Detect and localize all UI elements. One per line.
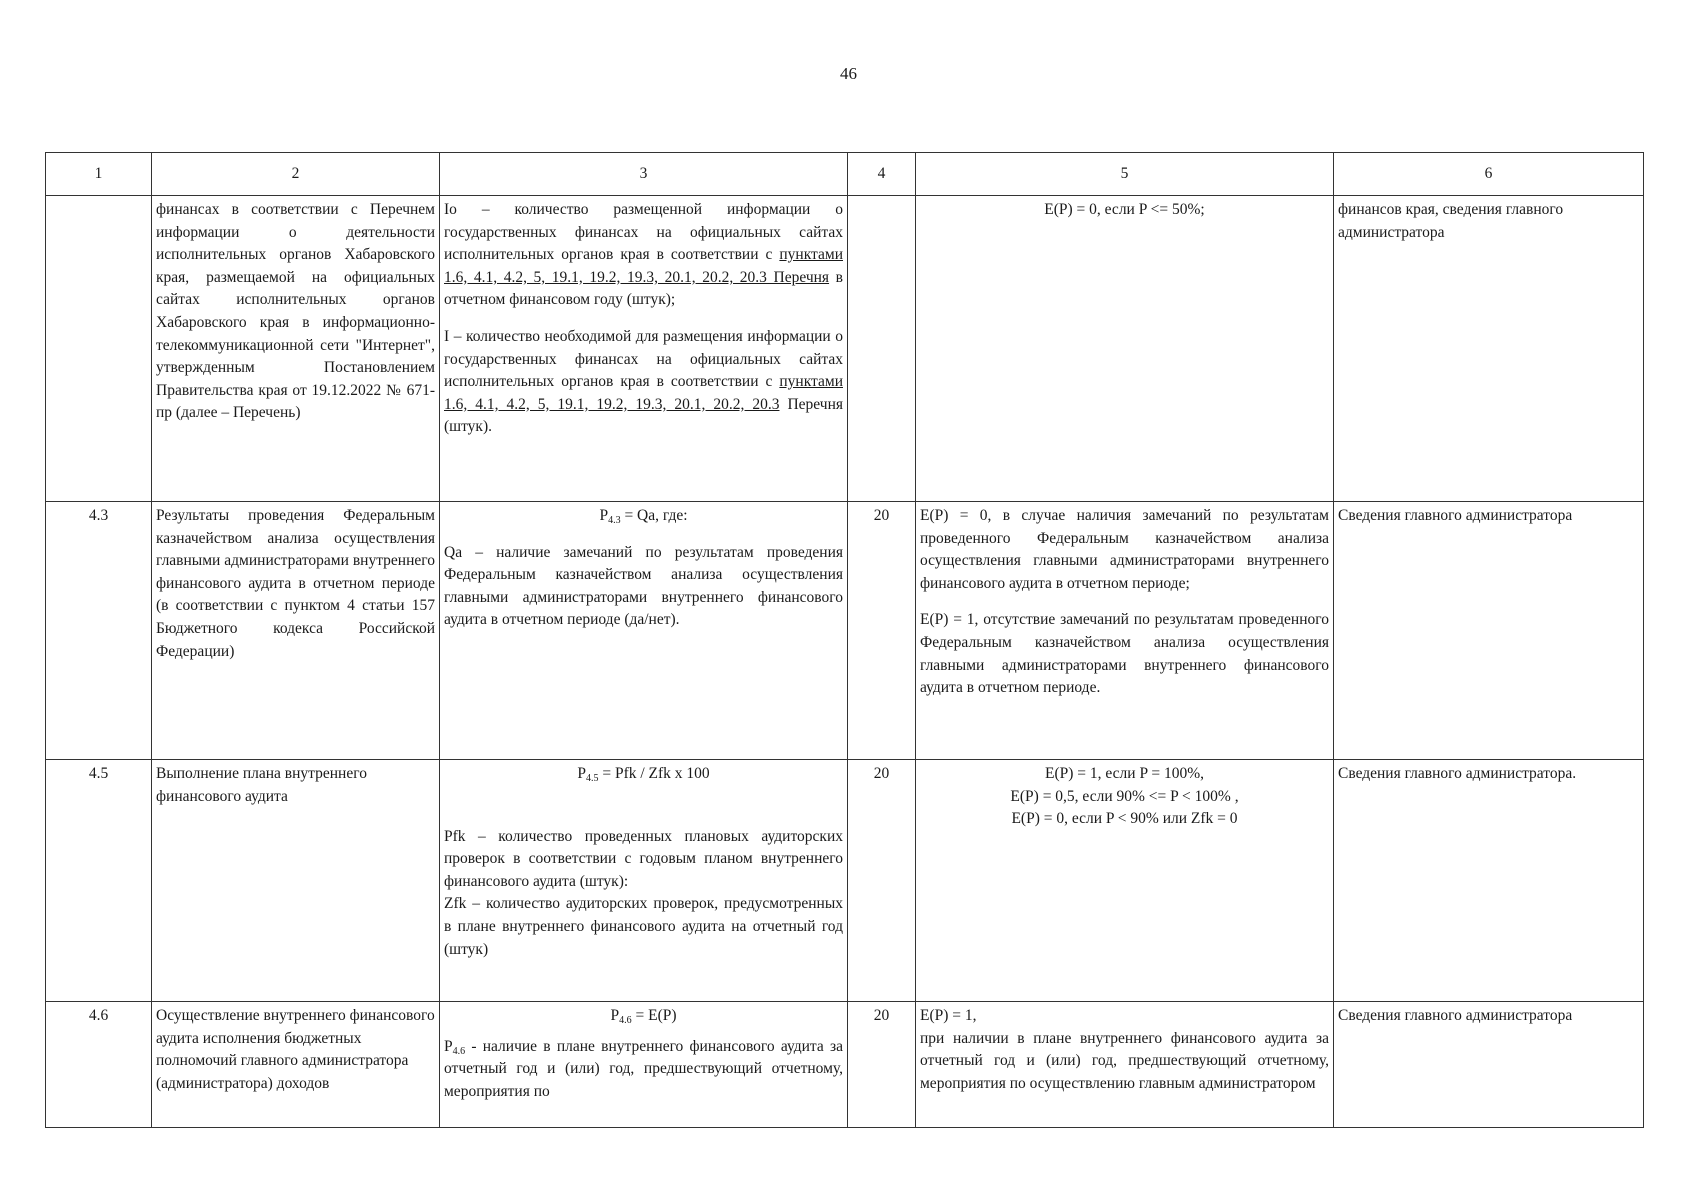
table-row (46, 1002, 1644, 1128)
table-row (46, 196, 1644, 502)
page-number: 46 (840, 64, 857, 83)
weight-value: 20 (848, 760, 916, 1002)
formula-description: Pfk – количество проведенных плановых аудиторских проверок в соответствии с годовым планом внутреннего финансового аудита (штук): (444, 827, 843, 890)
column-header-2: 2 (152, 153, 440, 196)
weight-value: 20 (848, 502, 916, 760)
indicator-text: Выполнение плана внутреннего финансового аудита (152, 760, 440, 1002)
formula-text: Io – количество размещенной информации о государственных финансах на официальных сайтах исполнительных органов края в соответствии с (444, 201, 843, 264)
row-number: 4.5 (46, 760, 152, 1002)
header-row (46, 153, 1644, 196)
perechen-link[interactable]: пунктами 1.6, 4.1, 4.2, 5, 19.1, 19.2, 19.3, 20.1, 20.2, 20.3 (444, 373, 843, 413)
weight-value: 20 (848, 1002, 916, 1128)
row-number: 4.6 (46, 1002, 152, 1128)
indicator-text: Результаты проведения Федеральным казначейством анализа осуществления главными администраторами внутреннего финансового аудита в отчетном периоде (в соответствии с пунктом 4 статьи 157 Бюджетного кодекса Российской Федерации) (152, 502, 440, 760)
data-source: Сведения главного администратора. (1334, 760, 1644, 1002)
column-header-1: 1 (46, 153, 152, 196)
row-number: 4.3 (46, 502, 152, 760)
weight-value (848, 196, 916, 502)
formula-description: Zfk – количество аудиторских проверок, предусмотренных в плане внутреннего финансового аудита на отчетный год (штук) (444, 895, 843, 958)
column-header-5: 5 (916, 153, 1334, 196)
table-row (46, 502, 1644, 760)
formula-heading: $P_{4.3} = Qa$, где: (599, 507, 688, 526)
indicator-text: финансах в соответствии с Перечнем информации о деятельности исполнительных органов Хабаровского края, размещаемой на официальных сайтах исполнительных органов Хабаровского края в информационно-телекоммуникационной сети "Интернет", утвержденным Постановлением Правительства края от 19.12.2022 № 671-пр (далее – Перечень) (152, 196, 440, 502)
data-source: финансов края, сведения главного администратора (1334, 196, 1644, 502)
column-header-3: 3 (440, 153, 848, 196)
evaluation-rule: E(P) = 0, в случае наличия замечаний по результатам проведенного Федеральным казначейством анализа осуществления главными администраторами внутреннего финансового аудита в отчетном периоде; E(P) = 1, отсутствие замечаний по результатам проведенного Федеральным казначейством анализа осуществления главными администраторами внутреннего финансового аудита в отчетном периоде. (916, 502, 1334, 760)
formula-cell (440, 196, 848, 502)
column-header-6: 6 (1334, 153, 1644, 196)
evaluation-rule: E(P) = 1, при наличии в плане внутреннего финансового аудита за отчетный год и (или) год, предшествующий отчетному, мероприятия по осуществлению главным администратором (916, 1002, 1334, 1128)
indicator-text: Осуществление внутреннего финансового аудита исполнения бюджетных полномочий главного администратора (администратора) доходов (152, 1002, 440, 1128)
column-header-4: 4 (848, 153, 916, 196)
formula-text: в отчетном финансовом году (штук); (444, 268, 843, 309)
data-source: Сведения главного администратора (1334, 502, 1644, 760)
table-row (46, 760, 1644, 1002)
formula-description: $P_{4.6}$ - наличие в плане внутреннего финансового аудита за отчетный год и (или) год, предшествующий отчетному, мероприятия по (444, 1037, 843, 1100)
formula-text: Перечня (штук). (444, 395, 844, 436)
formula-cell (440, 1002, 848, 1128)
indicators-table (45, 152, 1644, 1128)
evaluation-rule: E(P) = 1, если P = 100%, E(P) = 0,5, если 90% <= P < 100% , E(P) = 0, если P < 90% или Zfk = 0 (916, 760, 1334, 1002)
formula-cell (440, 502, 848, 760)
evaluation-rule: E(P) = 0, если P <= 50%; (916, 196, 1334, 502)
row-number (46, 196, 152, 502)
formula-cell (440, 760, 848, 1002)
formula-heading: $P_{4.5}$ = Pfk / Zfk x 100 (577, 765, 710, 784)
formula-text: I – количество необходимой для размещения информации о государственных финансах на официальных сайтах исполнительных органов края в соответствии с (444, 327, 843, 391)
perechen-link[interactable]: пунктами 1.6, 4.1, 4.2, 5, 19.1, 19.2, 19.3, 20.1, 20.2, 20.3 Перечня (444, 246, 843, 286)
data-source: Сведения главного администратора (1334, 1002, 1644, 1128)
formula-description: Qa – наличие замечаний по результатам проведения Федеральным казначейством анализа осуществления главными администраторами внутреннего финансового аудита в отчетном периоде (да/нет). (444, 543, 843, 629)
formula-heading: $P_{4.6} = E(P)$ (610, 1007, 677, 1026)
